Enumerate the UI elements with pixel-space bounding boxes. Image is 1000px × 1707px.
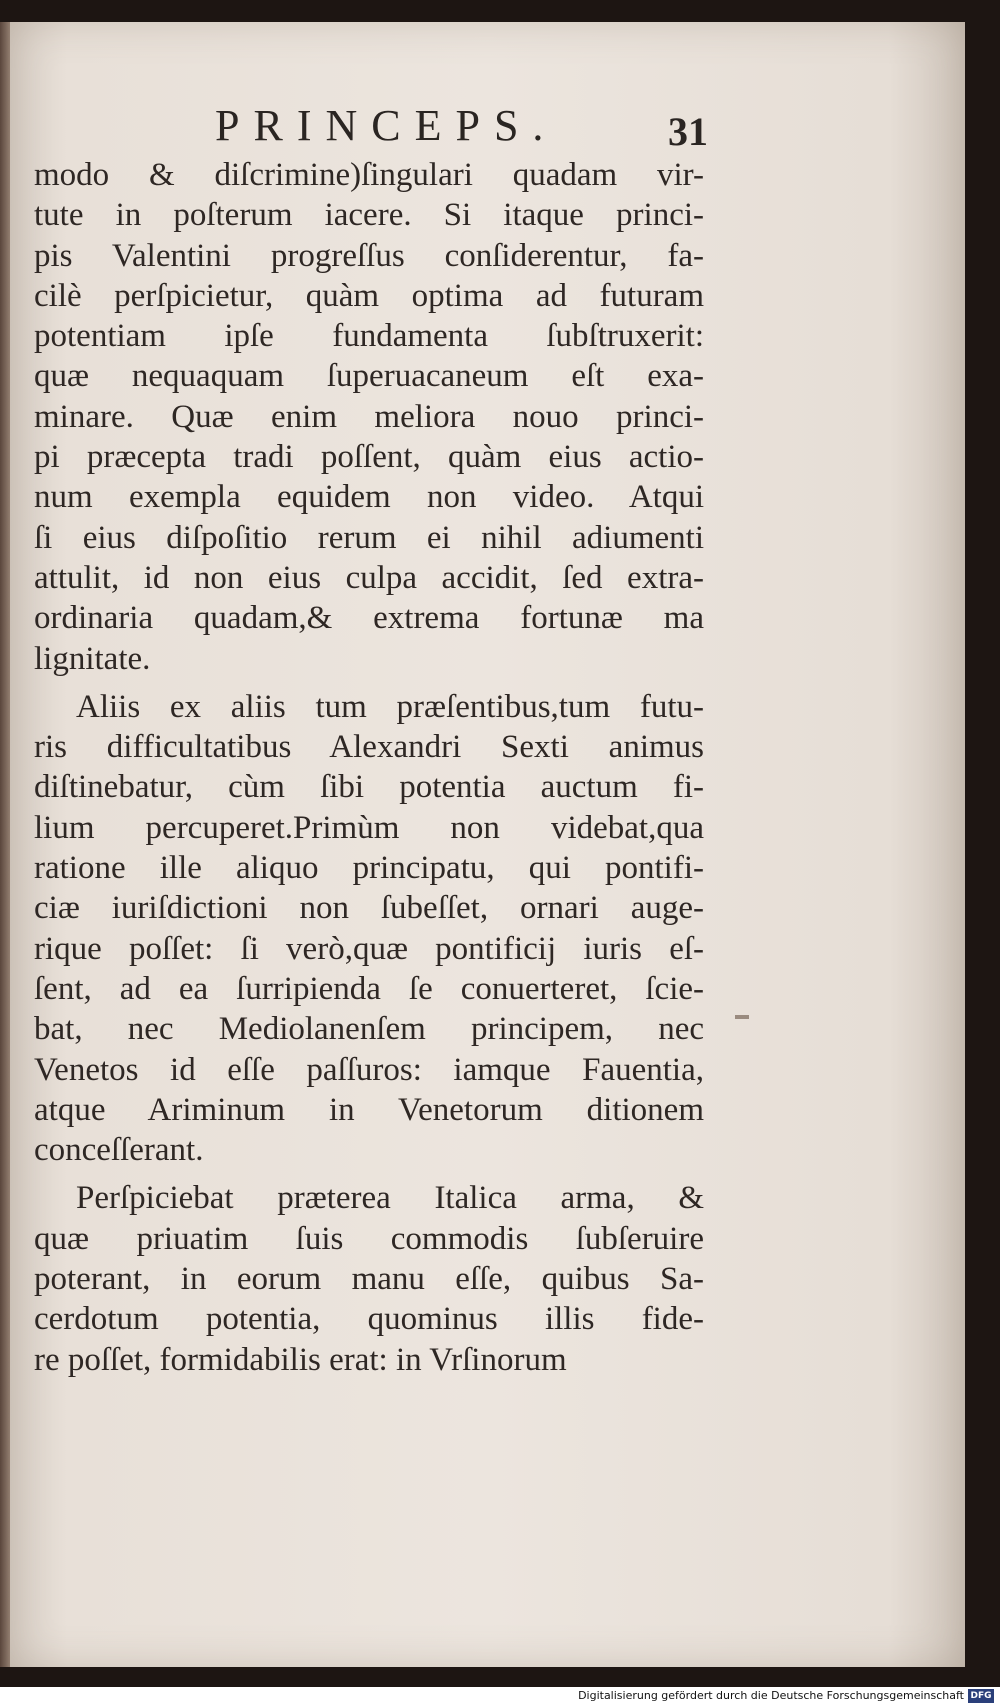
text-line: diſtinebatur, cùm ſibi potentia auctum fi- [34, 769, 704, 806]
text-line: num exempla equidem non video. Atqui [34, 479, 704, 516]
text-line: attulit, id non eius culpa accidit, ſed extra- [34, 559, 704, 596]
paragraph-gap [34, 1170, 704, 1178]
text-line: minare. Quæ enim meliora nouo princi- [34, 398, 704, 435]
page-number: 31 [668, 109, 708, 154]
text-line: ciæ iuriſdictioni non ſubeſſet, ornari auge- [34, 890, 704, 927]
text-line: re poſſet, formidabilis erat: in Vrſinorum [34, 1341, 567, 1378]
text-line: cerdotum potentia, quominus illis fide- [34, 1301, 704, 1338]
text-line: bat, nec Mediolanenſem principem, nec [34, 1011, 704, 1048]
text-line: Aliis ex aliis tum præſentibus,tum futu- [76, 688, 704, 725]
paragraph-gap [34, 679, 704, 687]
text-line: pi præcepta tradi poſſent, quàm eius actio- [34, 439, 704, 476]
ink-smudge [735, 1015, 749, 1019]
text-line: cilè perſpicietur, quàm optima ad futuram [34, 277, 704, 314]
text-line: Venetos id eſſe paſſuros: iamque Fauentia, [34, 1051, 704, 1088]
text-line: quæ nequaquam ſuperuacaneum eſt exa- [34, 358, 704, 395]
body-text [34, 155, 704, 1380]
text-line: ſent, ad ea ſurripienda ſe conuerteret, ſcie- [34, 970, 704, 1007]
dfg-logo: DFG [968, 1689, 994, 1703]
text-line: conceſſerant. [34, 1132, 204, 1169]
text-line: ordinaria quadam,& extrema fortunæ ma [34, 600, 704, 637]
text-line: poterant, in eorum manu eſſe, quibus Sa- [34, 1261, 704, 1298]
text-line: potentiam ipſe fundamenta ſubſtruxerit: [34, 318, 704, 355]
running-head: PRINCEPS. [215, 101, 558, 150]
text-line: ſi eius diſpoſitio rerum ei nihil adiumenti [34, 519, 704, 556]
text-line: Perſpiciebat præterea Italica arma, & [76, 1180, 704, 1217]
text-line: rique poſſet: ſi verò,quæ pontificij iuris eſ- [34, 930, 704, 967]
text-line: ris difficultatibus Alexandri Sexti animus [34, 729, 704, 766]
text-line: atque Ariminum in Venetorum ditionem [34, 1091, 704, 1128]
text-line: ratione ille aliquo principatu, qui pontifi- [34, 850, 704, 887]
text-line: tute in poſterum iacere. Si itaque princi- [34, 197, 704, 234]
text-line: lignitate. [34, 640, 151, 677]
text-line: pis Valentini progreſſus conſiderentur, fa- [34, 237, 704, 274]
text-line: modo & diſcrimine)ſingulari quadam vir- [34, 157, 704, 193]
text-line: quæ priuatim ſuis commodis ſubſeruire [34, 1220, 704, 1257]
text-line: lium percuperet.Primùm non videbat,qua [34, 809, 704, 846]
digitization-credit: Digitalisierung gefördert durch die Deutsche Forschungsgemeinschaft [578, 1689, 964, 1702]
